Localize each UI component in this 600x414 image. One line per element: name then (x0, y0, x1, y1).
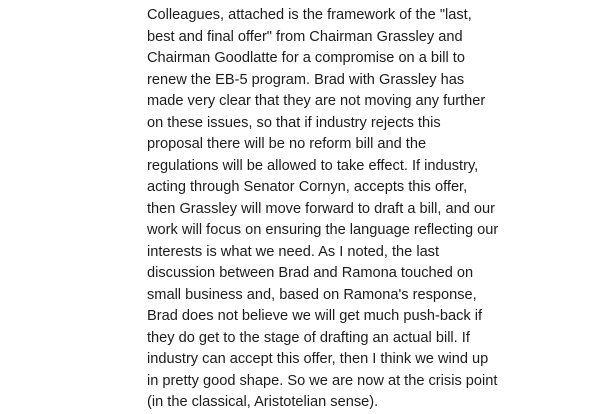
text-line: best and final offer" from Chairman Grassley and (147, 28, 463, 45)
text-line: regulations will be allowed to take effect. If industry, (147, 157, 479, 174)
text-line: on these issues, so that if industry rejects this (147, 114, 441, 131)
text-line: discussion between Brad and Ramona touched on (147, 265, 474, 281)
text-line: industry can accept this offer, then I think we wind up (147, 351, 489, 367)
text-line: work will focus on ensuring the language reflecting our (147, 222, 499, 238)
text-line: Chairman Goodlatte for a compromise on a bill to (147, 50, 465, 66)
text-line: proposal there will be no reform bill and the (147, 136, 427, 152)
text-line: interests is what we need. As I noted, the last (147, 243, 440, 260)
text-line: small business and, based on Ramona's response, (147, 286, 477, 303)
text-line: they do get to the stage of drafting an actual bill. If (147, 329, 470, 346)
text-line: Colleagues, attached is the framework of the "last, (147, 7, 472, 23)
text-line: (in the classical, Aristotelian sense). (147, 394, 379, 410)
text-line: in pretty good shape. So we are now at the crisis point (147, 372, 498, 389)
text-line: then Grassley will move forward to draft a bill, and our (147, 200, 495, 217)
email-body-paragraph (147, 5, 499, 414)
text-line: acting through Senator Cornyn, accepts this offer, (147, 179, 468, 195)
text-line: renew the EB-5 program. Brad with Grassley has (147, 71, 465, 88)
text-line: made very clear that they are not moving any further (147, 93, 486, 109)
text-line: Brad does not believe we will get much push-back if (147, 308, 483, 324)
